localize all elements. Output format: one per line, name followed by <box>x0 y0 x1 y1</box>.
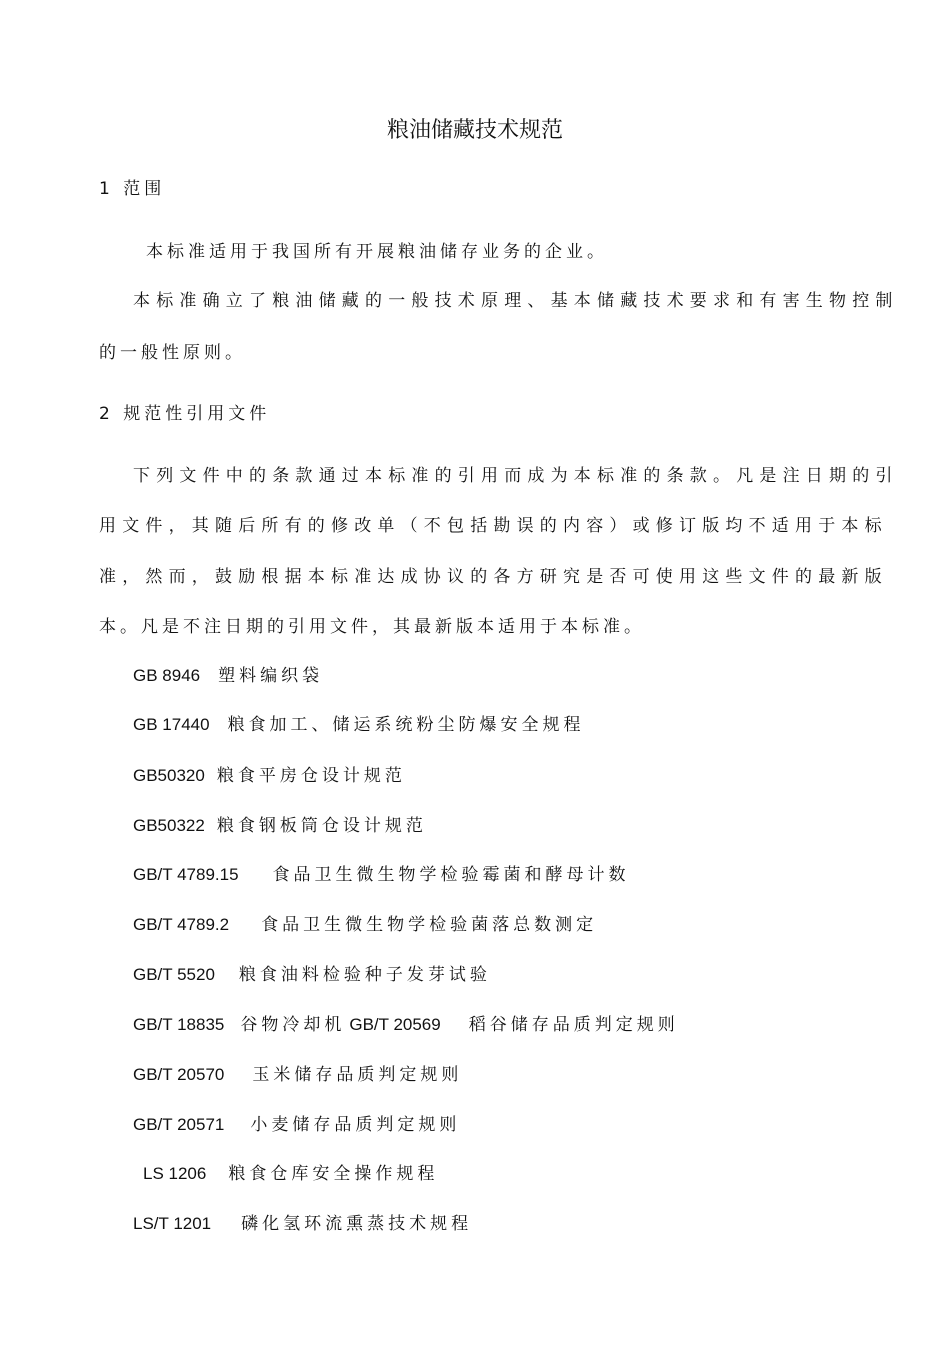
section-2-paragraph-line-2: 用文件，其随后所有的修改单（不包括勘误的内容）或修订版均不适用于本标 <box>99 516 888 536</box>
reference-item <box>133 815 427 837</box>
reference-code: LS/T 1201 <box>133 1214 212 1233</box>
reference-code: GB/T 4789.2 <box>133 915 230 934</box>
reference-item <box>133 1213 472 1235</box>
reference-code: GB/T 20570 <box>133 1065 225 1084</box>
reference-code: GB/T 4789.15 <box>133 865 239 884</box>
reference-item <box>133 1114 460 1136</box>
reference-code: GB/T 20569 <box>349 1015 441 1034</box>
reference-code: GB/T 18835 <box>133 1015 225 1034</box>
reference-name: 磷化氢环流熏蒸技术规程 <box>241 1214 473 1234</box>
section-1-paragraph-2-line-2: 的一般性原则。 <box>99 343 246 363</box>
reference-item <box>133 964 491 986</box>
section-2-paragraph-line-1: 下列文件中的条款通过本标准的引用而成为本标准的条款。凡是注日期的引 <box>133 466 899 486</box>
reference-code: GB/T 5520 <box>133 965 215 984</box>
reference-code: GB 17440 <box>133 715 210 734</box>
reference-name: 粮食油料检验种子发芽试验 <box>238 965 491 985</box>
reference-name: 玉米储存品质判定规则 <box>252 1065 463 1085</box>
section-1-paragraph-1: 本标准适用于我国所有开展粮油储存业务的企业。 <box>146 242 608 262</box>
reference-name: 粮食仓库安全操作规程 <box>228 1164 439 1184</box>
section-2-paragraph-line-3: 准，然而，鼓励根据本标准达成协议的各方研究是否可使用这些文件的最新版 <box>99 567 888 587</box>
reference-name: 塑料编织袋 <box>218 666 324 686</box>
reference-item <box>133 1014 679 1036</box>
reference-item <box>133 714 585 736</box>
reference-name: 谷物冷却机 <box>240 1015 346 1035</box>
reference-code: GB 8946 <box>133 666 201 685</box>
reference-code: GB/T 20571 <box>133 1115 225 1134</box>
reference-name: 粮食平房仓设计规范 <box>216 766 406 786</box>
reference-name: 小麦储存品质判定规则 <box>250 1115 461 1135</box>
reference-code: GB50322 <box>133 816 205 835</box>
reference-item <box>133 665 323 687</box>
reference-code: LS 1206 <box>143 1164 207 1183</box>
section-2-paragraph-line-4: 本。凡是不注日期的引用文件，其最新版本适用于本标准。 <box>99 617 645 637</box>
reference-item <box>143 1163 438 1185</box>
section-2-heading: 2 规范性引用文件 <box>99 404 271 424</box>
reference-item <box>133 864 630 886</box>
reference-item <box>133 914 597 936</box>
section-1-paragraph-2-line-1: 本标准确立了粮油储藏的一般技术原理、基本储藏技术要求和有害生物控制 <box>133 291 899 311</box>
reference-name: 食品卫生微生物学检验霉菌和酵母计数 <box>272 865 630 885</box>
reference-name: 粮食钢板筒仓设计规范 <box>216 816 427 836</box>
reference-name: 稻谷储存品质判定规则 <box>468 1015 679 1035</box>
reference-code: GB50320 <box>133 766 205 785</box>
reference-name: 食品卫生微生物学检验菌落总数测定 <box>261 915 598 935</box>
section-1-heading: 1 范围 <box>99 179 166 199</box>
reference-item <box>133 1064 462 1086</box>
document-title: 粮油储藏技术规范 <box>386 118 563 143</box>
reference-item <box>133 765 406 787</box>
reference-name: 粮食加工、储运系统粉尘防爆安全规程 <box>227 715 585 735</box>
